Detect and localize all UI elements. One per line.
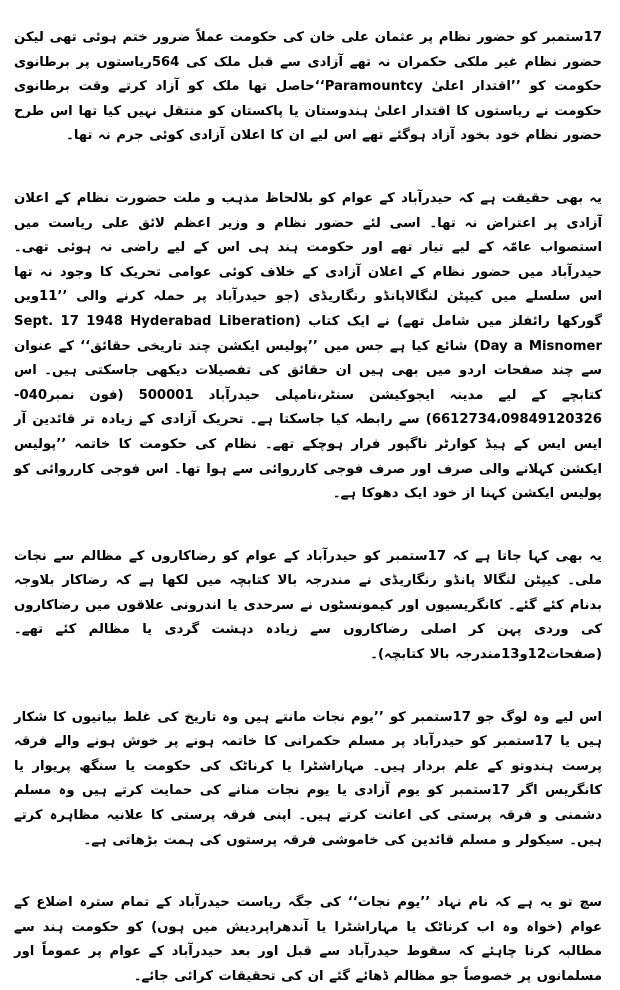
paragraph-4: اس لیے وہ لوگ جو 17ستمبر کو ’’یوم نجات مانتے ہیں وہ تاریخ کی غلط بیانیوں کا شکار ہیں یا 17ستمبر کو حیدرآباد پر مسلم حکمرانی کا خاتمہ ہونے پر خوش ہونے والے فرقہ پرست ہندوتو کے علم بردار ہیں۔ مہاراشٹرا یا کرناٹک کی حکومت یا سنگھ پریوار یا کانگریس اگر 17ستمبر کو یوم آزادی یا یوم نجات منانے کی حمایت کرتے ہیں وہ مسلم دشمنی و فرقہ پرستی کی اعانت کرتے ہیں۔ اپنی فرقہ پرستی کا علانیہ مظاہرہ کرتے ہیں۔ سیکولر و مسلم قائدین کی خاموشی فرقہ پرستوں کی ہمت بڑھاتی ہے۔: [14, 709, 602, 848]
paragraph-1: 17ستمبر کو حضور نظام پر عثمان علی خان کی حکومت عملاً ضرور ختم ہوئی تھی لیکن حضور نظام غیر ملکی حکمران نہ تھے آزادی سے قبل ملک کی 564ریاستوں پر برطانوی حکومت کو ’’اقتدار اعلیٰ Paramountcy‘‘حاصل تھا ملک کو آزاد کرتے وقت برطانوی حکومت نے ریاستوں کا اقتدار اعلیٰ ہندوستان یا پاکستان کو منتقل نہیں کیا تھا اس طرح حضور نظام خود بخود آزاد ہوگئے تھے اس لیے ان کا اعلان آزادی کوئی جرم نہ تھا۔: [14, 30, 602, 144]
paragraph-5: سچ تو یہ ہے کہ نام نہاد ’’یوم نجات‘‘ کی جگہ ریاست حیدرآباد کے تمام سترہ اضلاع کے عوام (خواہ وہ اب کرناٹک یا مہاراشٹرا یا آندھراپردیش میں ہوں) کو حکومت ہند سے مطالبہ کرنا چاہئے کہ سقوط حیدرآباد سے قبل اور بعد حیدرآباد کے عوام پر عموماً اور مسلمانوں پر خصوصاً جو مظالم ڈھائے گئے ان کی تحقیقات کرائی جائے۔: [14, 895, 602, 984]
paragraph-2: یہ بھی حقیقت ہے کہ حیدرآباد کے عوام کو بلالحاظ مذہب و ملت حضورت نظام کے اعلان آزادی پر اعتراض نہ تھا۔ اسی لئے حضور نظام و وزیر اعظم لائق علی ریاست میں استصواب عامّہ کے لیے تیار تھے اور حکومت ہند ہی اس کے لیے راضی نہ ہوئی تھی۔ حیدرآباد میں حضور نظام کے اعلان آزادی کے خلاف کوئی عوامی تحریک کا وجود نہ تھا اس سلسلے میں کیپٹن لنگالاپانڈو رنگاریڈی (جو حیدرآباد پر حملہ کرنے والی ’’11ویں گورکھا رائفلز میں شامل تھے) نے ایک کتاب (Sept. 17 1948 Hyderabad Liberation Day a Misnomer) شائع کیا ہے جس میں ’’پولیس ایکشن چند تاریخی حقائق‘‘ کے عنوان سے چند صفحات اردو میں بھی ہیں ان حقائق کی تفصیلات دیکھی جاسکتی ہیں۔ اس کتابچے کے لیے مدینہ ایجوکیشن سنٹر،نامپلی حیدرآباد 500001 (فون نمبر040-6612734،09849120326) سے رابطہ کیا جاسکتا ہے۔ تحریک آزادی کے زیادہ تر قائدین آر ایس ایس کے ہیڈ کوارٹر ناگپور فرار ہوچکے تھے۔ نظام کی حکومت کا خاتمہ ’’پولیس ایکشن کہلانے والی صرف اور صرف فوجی کارروائی سے ہوا تھا۔ اس فوجی کارروائی کو پولیس ایکشن کہنا از خود ایک دھوکا ہے۔: [14, 190, 603, 502]
paragraph-3: یہ بھی کہا جاتا ہے کہ 17ستمبر کو حیدرآباد کے عوام کو رضاکاروں کے مظالم سے نجات ملی۔ کیپٹن لنگالا پانڈو رنگاریڈی نے مندرجہ بالا کتابچہ میں لکھا ہے کہ رضاکار بلاوجہ بدنام کئے گئے۔ کانگریسیوں اور کیمونسٹوں نے سرحدی یا اندرونی علاقوں میں رضاکاروں کی وردی پہن کر اصلی رضاکاروں سے زیادہ دہشت گردی یا مظالم کئے تھے۔ (صفحات12و13مندرجہ بالا کتابچہ)۔: [14, 548, 602, 663]
